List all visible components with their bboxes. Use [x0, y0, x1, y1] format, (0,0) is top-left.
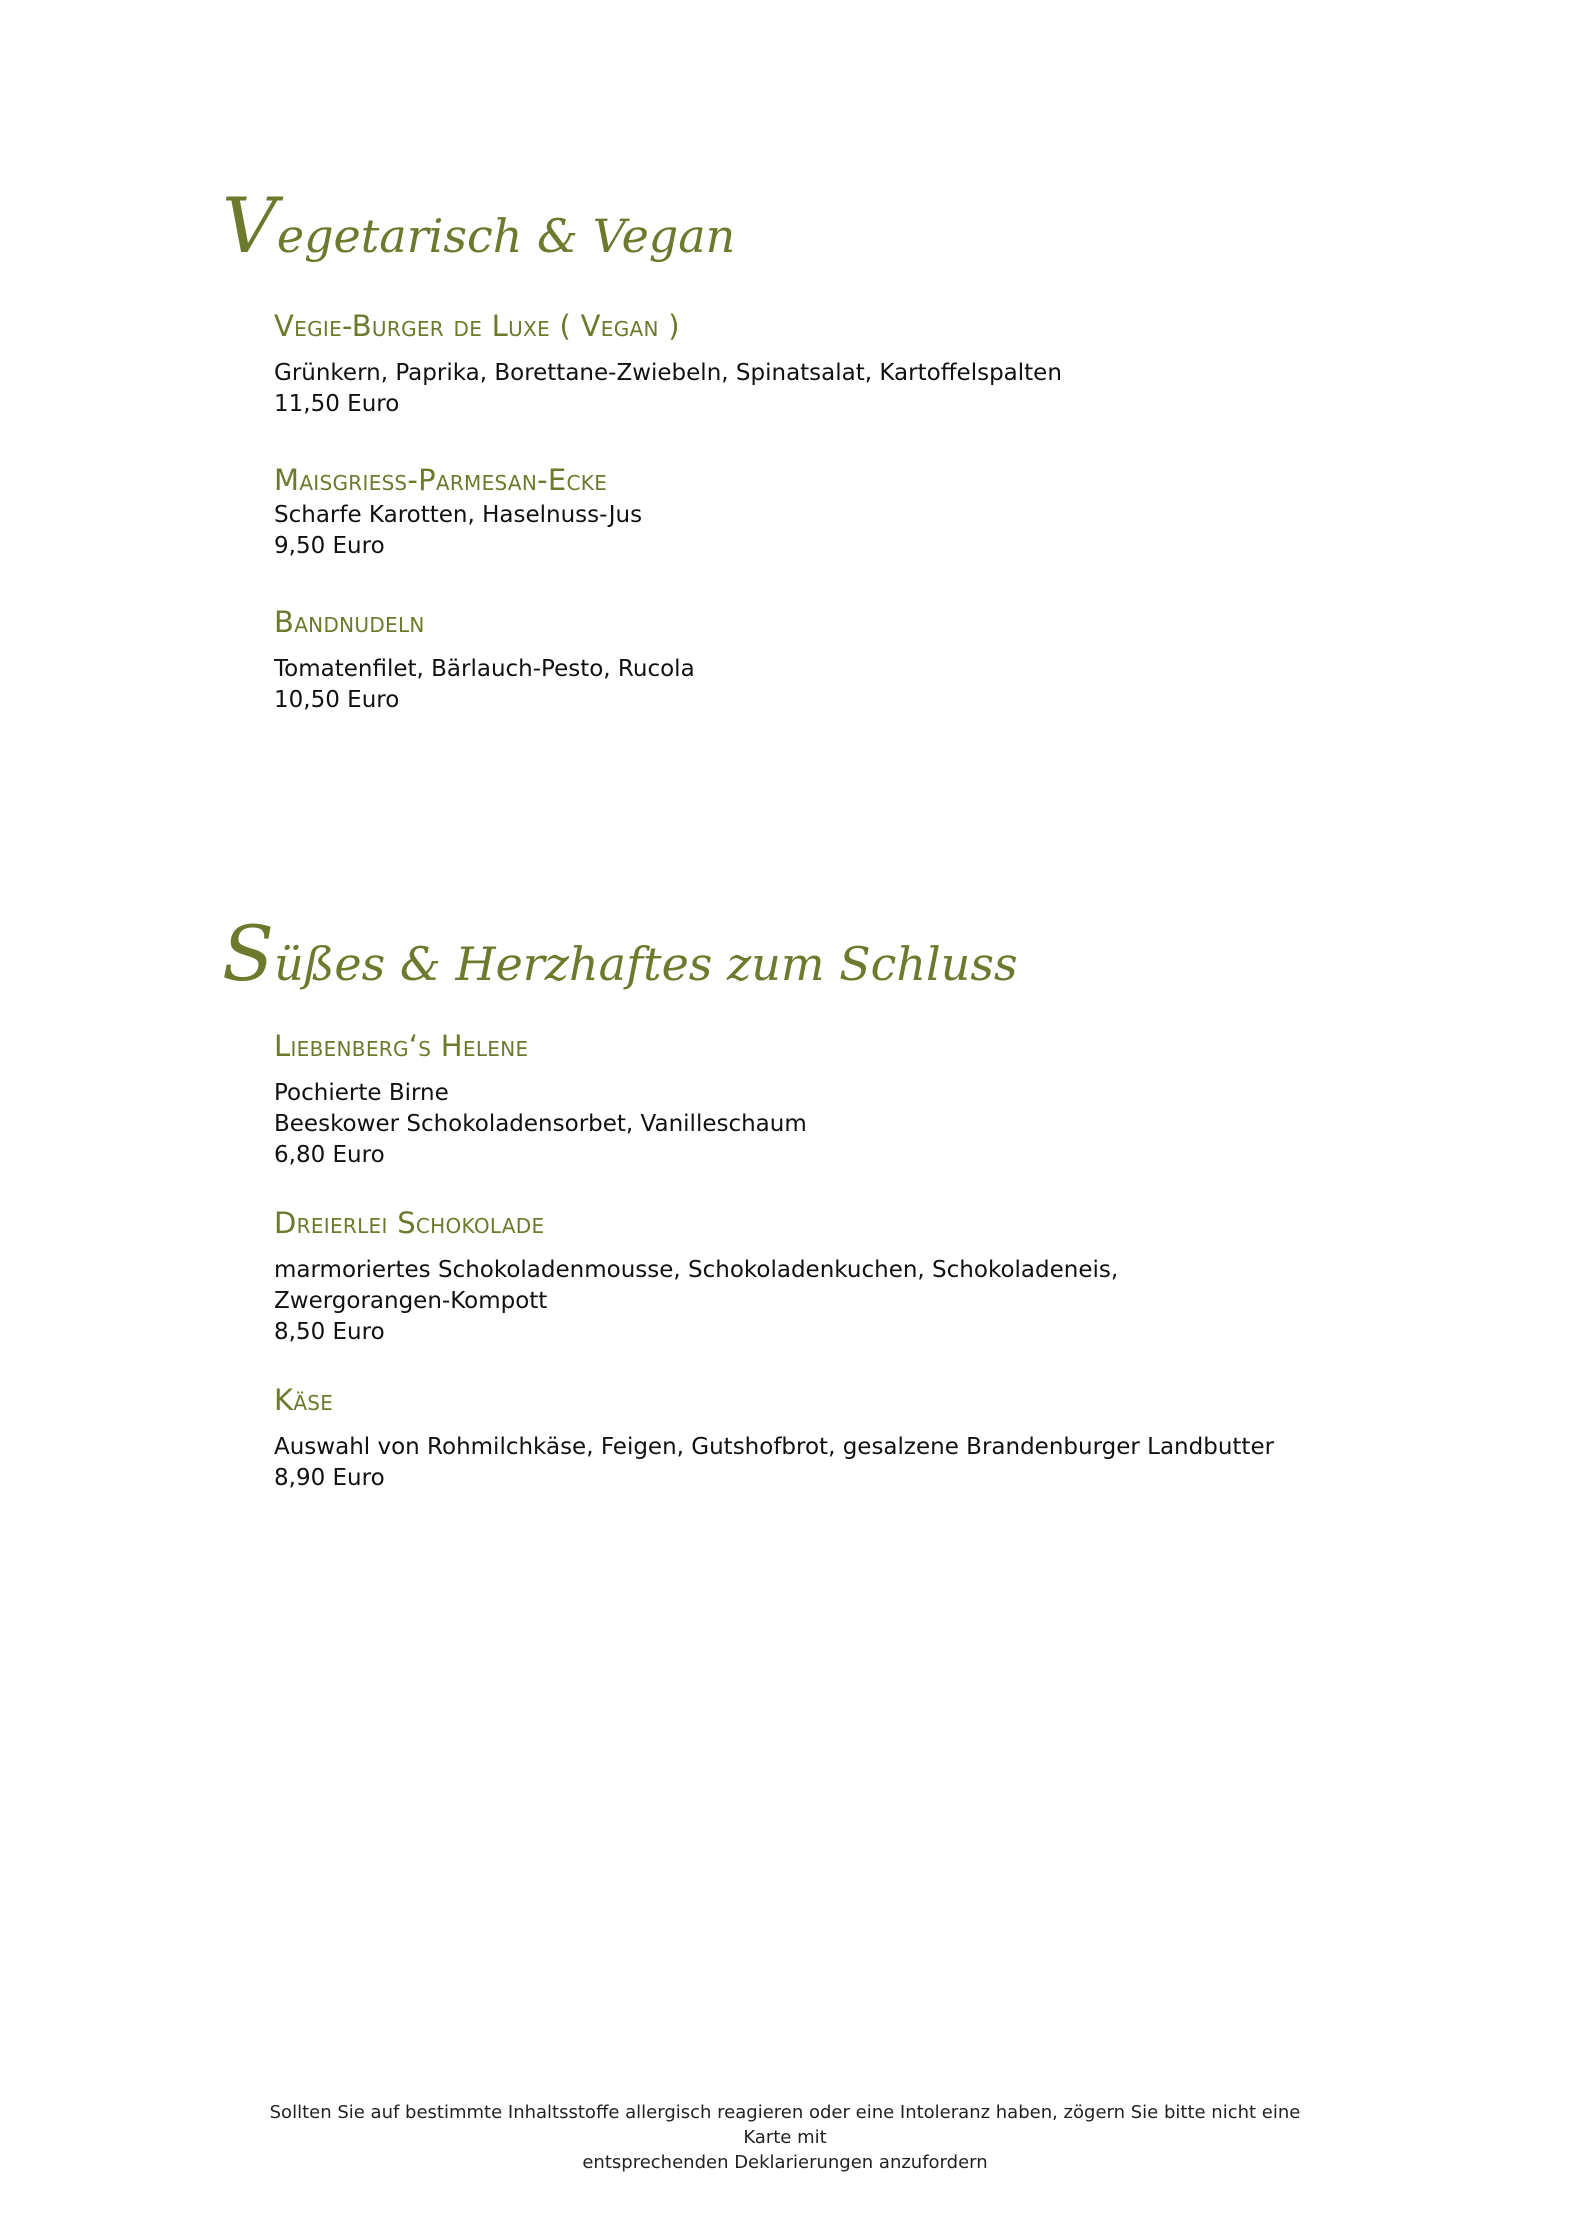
menu-item-description: Beeskower Schokoladensorbet, Vanilleschaum [274, 1111, 807, 1137]
allergy-note [260, 2100, 1310, 2175]
section-vegetarian [222, 181, 1422, 716]
section-desserts [222, 909, 1422, 1494]
menu-item-description: Tomatenfilet, Bärlauch-Pesto, Rucola [274, 656, 695, 682]
menu-item [274, 308, 1422, 420]
allergy-note-line: entsprechenden Deklarierungen anzufordern [582, 2152, 988, 2173]
section-title-text: egetarisch & Vegan [276, 209, 736, 263]
menu-items [274, 308, 1422, 716]
menu-item-description: Pochierte Birne [274, 1080, 449, 1106]
menu-item [274, 1382, 1422, 1494]
menu-item-description: Auswahl von Rohmilchkäse, Feigen, Gutshofbrot, gesalzene Brandenburger Landbutter [274, 1434, 1275, 1460]
menu-item [274, 1028, 1422, 1171]
menu-item [274, 604, 1422, 716]
menu-item-description: marmoriertes Schokoladenmousse, Schokoladenkuchen, Schokoladeneis, [274, 1257, 1119, 1283]
section-title [222, 909, 1422, 998]
menu-item-price: 6,80 Euro [274, 1142, 385, 1168]
menu-item-price: 9,50 Euro [274, 533, 385, 559]
menu-item-price: 11,50 Euro [274, 391, 400, 417]
menu-item-name: Vegie-Burger de Luxe ( Vegan ) [274, 309, 680, 343]
section-title-text: üßes & Herzhaftes zum Schluss [274, 937, 1018, 991]
menu-item-description: Scharfe Karotten, Haselnuss-Jus [274, 502, 643, 528]
menu-item [274, 1205, 1422, 1348]
menu-item-description: Grünkern, Paprika, Borettane-Zwiebeln, Spinatsalat, Kartoffelspalten [274, 360, 1062, 386]
menu-item [274, 462, 1422, 562]
menu-item-name: Dreierlei Schokolade [274, 1206, 545, 1240]
section-title-initial: V [222, 181, 277, 270]
menu-item-name: Bandnudeln [274, 605, 425, 639]
menu-item-price: 10,50 Euro [274, 687, 400, 713]
menu-item-name: Liebenberg‘s Helene [274, 1029, 529, 1063]
section-title-initial: S [222, 909, 275, 998]
menu-item-name: Maisgrieß-Parmesan-Ecke [274, 463, 608, 497]
section-title [222, 181, 1422, 270]
menu-item-name: Käse [274, 1383, 334, 1417]
menu-items [274, 1028, 1422, 1494]
menu-item-description: Zwergorangen-Kompott [274, 1288, 548, 1314]
menu-item-price: 8,90 Euro [274, 1465, 385, 1491]
menu-item-price: 8,50 Euro [274, 1319, 385, 1345]
allergy-note-line: Sollten Sie auf bestimmte Inhaltsstoffe allergisch reagieren oder eine Intoleranz haben, zögern Sie bitte nicht eine Karte mit [269, 2102, 1301, 2148]
